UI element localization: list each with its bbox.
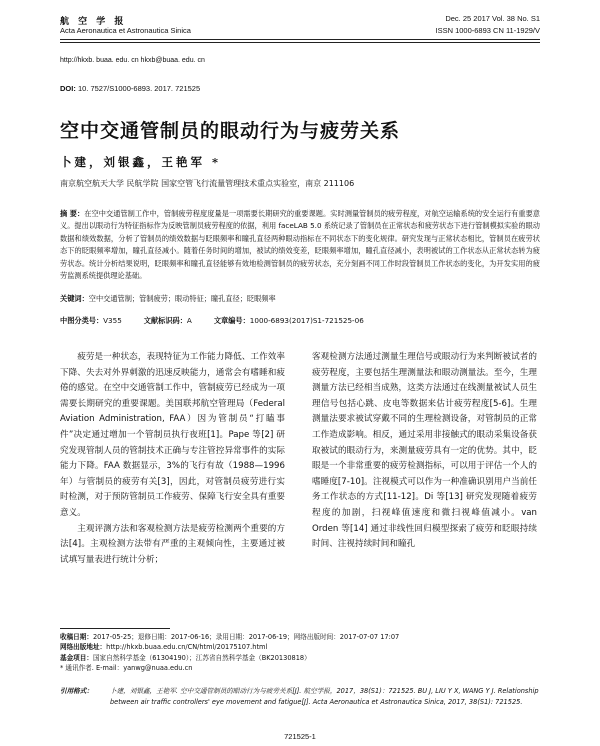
footnote-rule (60, 628, 170, 629)
abstract (60, 208, 540, 282)
journal-name-en: Acta Aeronautica et Astronautica Sinica (60, 26, 191, 35)
clc-value: V355 (103, 316, 122, 325)
paper-authors: 卜建，刘银鑫，王艳军 * (60, 155, 222, 169)
body-column-left (60, 350, 285, 568)
footnote-correspondence: * 通讯作者. E-mail：yanwg@nuaa.edu.cn (60, 664, 193, 673)
citation-format (60, 686, 540, 707)
issn-info: ISSN 1000-6893 CN 11-1929/V (435, 26, 540, 35)
classification-codes (60, 316, 540, 326)
article-number-label: 文章编号： (213, 316, 250, 325)
footnotes (60, 632, 540, 674)
citation-label: 引用格式： (60, 687, 93, 695)
header-rule-thick (60, 39, 540, 40)
header-rule-thin (60, 42, 540, 43)
keywords (60, 294, 540, 304)
body-paragraph: 疲劳是一种状态，表现特征为工作能力降低、工作效率下降、失去对外界刺激的迅速反映能力，通常会有嗜睡和疲倦的感觉。在空中交通管制工作中，管制疲劳已经成为一项需要长期研究的重要课题。美国联邦航空管理局（Federal Aviation Administration, FAA）因为管制员“打瞌事件”决定通过增加一个管制员执行夜班[1]。Pape 等[2] 研究发现管制人员的管制技术正确与专注管控异常事件的实际能力下降。FAA 数据显示，3%的飞行有故（1988—1996 年）与管制员的疲劳有关[3]，因此，对管制员疲劳进行实时检测，对于预防管制员工作疲劳、保障飞行安全具有重要意义。 (60, 352, 285, 518)
body-paragraph: 客观检测方法通过测量生理信号或眼动行为来判断被试者的疲劳程度，主要包括生理测量法和眼动测量法。至今，生理测量方法已经相当成熟，这类方法通过在线测量被试人员生理信号包括心跳、皮电等数据来估计疲劳程度[5-6]。生理测量法要求被试穿戴不同的生理检测设备，对管制员的正常工作造成影响。相反，通过采用非接触式的眼动采集设备获取被试的眼动行为，来测量疲劳具有一定的优势。其中，眨眼是一个非常重要的疲劳检测指标，可以用于评估一个人的嗜睡度[7-10]。注视模式可以作为一种准确识别用户当前任务工作状态的方式[11-12]。Di 等[13] 研究发现随着疲劳程度的加剧，扫视峰值速度和微扫视峰值减小。van Orden 等[14] 通过非线性回归模型探索了疲劳和眨眼持续时间、注视持续时间和瞳孔 (312, 352, 537, 550)
author-affiliation: 南京航空航天大学 民航学院 国家空管飞行流量管理技术重点实验室，南京 211106 (60, 179, 355, 188)
keywords-text: 空中交通管制；管制疲劳；眼动特征；瞳孔直径；眨眼频率 (88, 294, 276, 303)
page-number: 721525-1 (284, 732, 316, 741)
doi-value[interactable]: 10. 7527/S1000-6893. 2017. 721525 (77, 84, 201, 93)
footnote-online: 网络出版地址：http://hkxb.buaa.edu.cn/CN/html/20175107.html (60, 643, 268, 652)
paper-title: 空中交通管制员的眼动行为与疲劳关系 (60, 120, 401, 142)
abstract-label: 摘 要： (60, 209, 85, 218)
article-number-value: 1000-6893(2017)S1-721525-06 (249, 316, 364, 325)
body-paragraph: 主观评测方法和客观检测方法是疲劳检测两个重要的方法[4]。主观检测方法带有严重的主观倾向性，主要通过被试填写量表进行统计分析； (60, 523, 285, 565)
citation-text: 卜建，刘银鑫，王艳军. 空中交通管制员的眼动行为与疲劳关系[J]. 航空学报，2017，38(S1)：721525. BU J, LIU Y X, WANG Y J. Relationship between air traffic controllers' eye movement and fatigue[J]. Acta Aeronautica et Astronautica Sinica, 2017, 38(S1): 721525. (110, 687, 539, 706)
doc-code-value: A (186, 316, 192, 325)
doi-label: DOI: (60, 84, 76, 93)
doc-code-label: 文献标识码： (143, 316, 187, 325)
clc-label: 中图分类号： (60, 316, 104, 325)
journal-name-cn: 航 空 学 报 (60, 17, 127, 27)
doi-line (60, 84, 200, 93)
keywords-label: 关键词： (60, 294, 89, 303)
abstract-text: 在空中交通管制工作中，管制疲劳程度度量是一项需要长期研究的重要课题。实时测量管制员的疲劳程度，对航空运输系统的安全运行有重要意义。提出以眼动行为特征指标作为反映管制员疲劳程度的依据，利用 faceLAB 5.0 系统记录了管制员在正常状态和疲劳状态下进行管制模拟实验的眼动数据和绩效数据，分析了管制员的绩效数据与眨眼频率和瞳孔直径两种眼动指标在不同状态下的变化规律。研究发现与正常状态相比，管制员在疲劳状态下的眨眼频率增加，瞳孔直径减小。随着任务时间的增加，被试的绩效变差，眨眼频率增加，瞳孔直径减小，表明被试的工作状态从正常状态转为疲劳状态。统计分析结果说明，眨眼频率和瞳孔直径能够有效地检测管制员的疲劳状态，充分刻画不同工作时段管制员工作状态的变化，为开发实用的疲劳监测系统提供理论基础。 (60, 209, 540, 281)
issue-info: Dec. 25 2017 Vol. 38 No. S1 (445, 14, 540, 23)
footnote-fund: 基金项目：国家自然科学基金（61304190）；江苏省自然科学基金（BK20130818） (60, 653, 311, 662)
footnote-received: 收稿日期：2017-05-25；退修日期：2017-06-16；录用日期：2017-06-19；网络出版时间：2017-07-07 17:07 (60, 633, 400, 641)
journal-urls[interactable]: http://hkxb. buaa. edu. cn hkxb@buaa. edu. cn (60, 57, 205, 64)
body-column-right (312, 350, 537, 553)
